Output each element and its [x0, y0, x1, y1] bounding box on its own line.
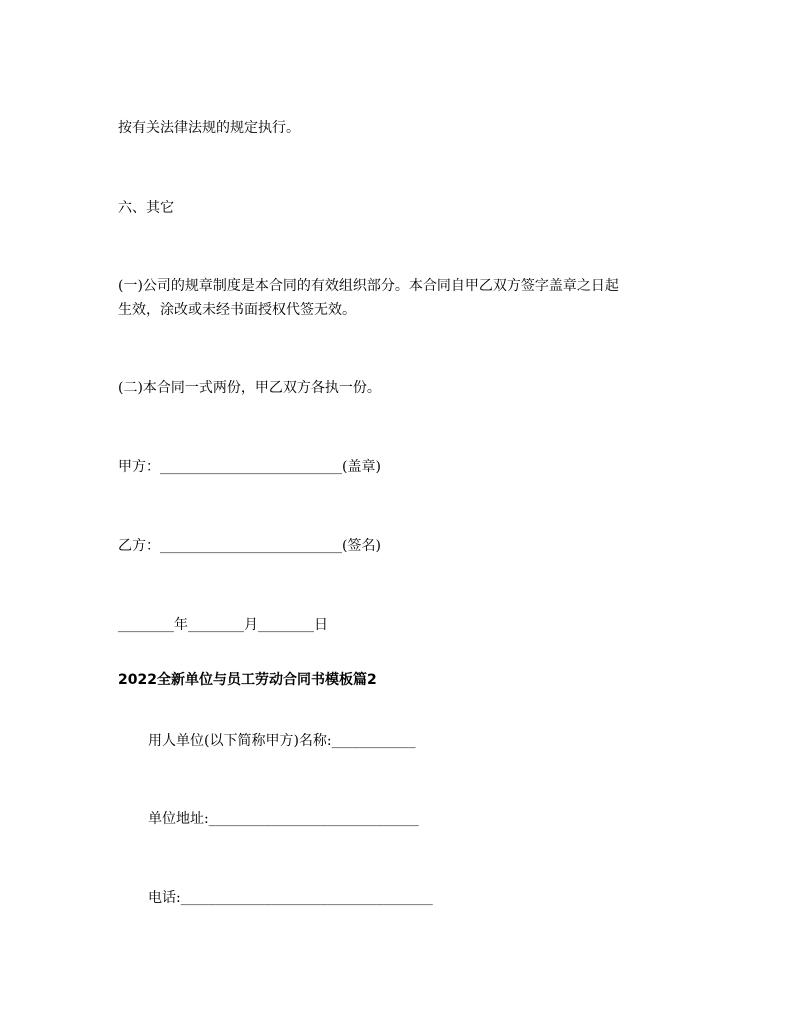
clause-two: (二)本合同一式两份，甲乙双方各执一份。 — [118, 380, 381, 396]
section-heading: 2022全新单位与员工劳动合同书模板篇2 — [118, 672, 377, 688]
section-title-other: 六、其它 — [118, 200, 174, 216]
party-b-signature-line: 乙方：__________________________(签名) — [118, 538, 381, 554]
text-line-execution: 按有关法律法规的规定执行。 — [118, 120, 300, 136]
clause-one-line-2: 生效，涂改或未经书面授权代签无效。 — [118, 302, 356, 318]
employer-address-line: 单位地址:______________________________ — [148, 811, 419, 827]
phone-line: 电话:____________________________________ — [148, 890, 433, 906]
date-line: ________年________月________日 — [118, 617, 328, 633]
employer-name-line: 用人单位(以下简称甲方)名称:____________ — [148, 733, 416, 749]
clause-one-line-1: (一)公司的规章制度是本合同的有效组织部分。本合同自甲乙双方签字盖章之日起 — [118, 278, 619, 294]
party-a-signature-line: 甲方：__________________________(盖章) — [118, 459, 381, 475]
